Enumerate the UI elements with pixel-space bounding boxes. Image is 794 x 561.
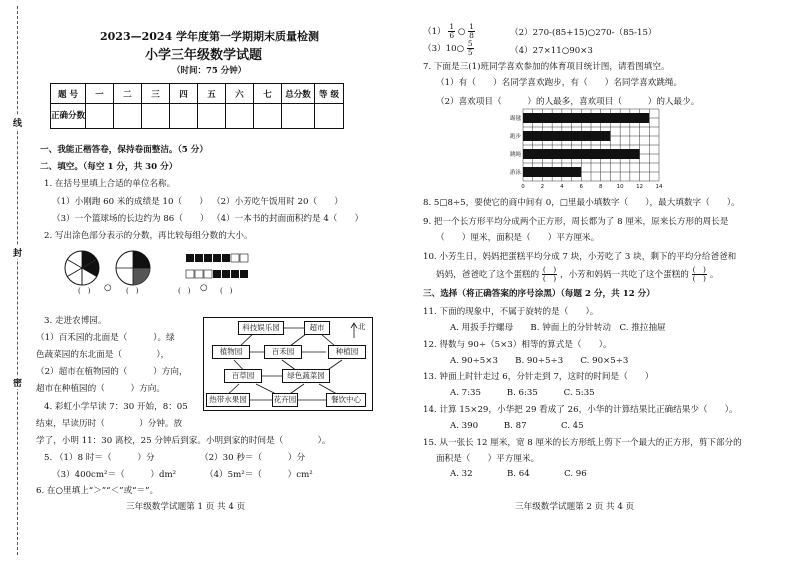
- category-label: 跑步: [509, 134, 521, 140]
- score-cell: 二: [114, 84, 142, 104]
- score-input-cell[interactable]: [282, 104, 315, 129]
- score-input-cell[interactable]: [170, 104, 198, 129]
- question-5b: （2）30 秒＝（ ）分: [200, 453, 306, 463]
- question-8: 8. 5□8÷5，要使它的商中间有 0，□里最小填数字（ ），最大填数字（ ）。: [423, 198, 740, 208]
- question-15-line2: 面积是（ ）平方厘米。: [436, 454, 540, 464]
- question-12-options: A. 90÷5×3 B. 90÷5÷3 C. 90×5÷3: [450, 356, 629, 366]
- question-3b: 色蔬菜园的东北面是（ ），: [36, 350, 170, 360]
- question-5c: （3）400cm²＝（ ）dm²: [52, 470, 177, 480]
- question-3a: （1）百禾园的北面是（ ）。绿: [36, 333, 175, 343]
- bar-1: [523, 131, 610, 141]
- question-1a: （1）小刚跑 60 米的成绩是 10（ ）: [52, 197, 208, 207]
- map-place-canyin: 餐饮中心: [326, 393, 366, 407]
- question-10-text: 。: [709, 270, 719, 280]
- binding-dashed-line: [17, 6, 18, 555]
- question-6: 6. 在○里填上“＞”“＜”或“＝”。: [36, 486, 159, 496]
- answer-blank[interactable]: ( ): [78, 287, 91, 295]
- score-cell: 七: [254, 84, 282, 104]
- question-2: 2. 写出涂色部分表示的分数，再比较每组分数的大小。: [44, 231, 253, 241]
- question-13: 13. 钟面上时针走过 6，分针走到 7，这时的时间是（ ）: [423, 372, 654, 382]
- compare-circle[interactable]: ○: [104, 283, 112, 293]
- score-cell: 三: [142, 84, 170, 104]
- score-table-value-row: [51, 104, 344, 129]
- x-tick-label: 2: [540, 184, 545, 190]
- question-14-options: A. 390 B. 87 C. 45: [450, 421, 584, 431]
- category-label: 跳绳: [509, 152, 521, 158]
- exam-time: （时间：75 分钟）: [172, 66, 247, 76]
- compare-q3: [423, 40, 474, 57]
- question-12: 12. 得数与 90÷（5×3）相等的算式是（ ）。: [423, 340, 612, 350]
- sport-bar-chart: [505, 107, 665, 193]
- question-3: 3. 走进农博园。: [44, 316, 107, 326]
- x-tick-label: 0: [521, 184, 525, 190]
- question-15-line1: 15. 从一张长 12 厘米，宽 8 厘米的长方形纸上剪下一个最大的正方形，剪下部分的: [423, 438, 742, 448]
- question-5d: （4）5m²＝（ ）cm²: [205, 470, 313, 480]
- denominator: 8: [469, 31, 474, 40]
- question-11: 11. 下面的现象中，不属于旋转的是（ ）。: [423, 307, 599, 317]
- fraction-pie-figure-2: [113, 248, 159, 288]
- category-label: 游泳: [509, 170, 521, 176]
- compare-q4: （4）27×11○90×3: [510, 46, 593, 56]
- score-table-header-row: [51, 84, 344, 104]
- compare-circle[interactable]: ○: [457, 27, 466, 37]
- binding-char-xian: 线: [11, 116, 24, 129]
- x-tick-label: 6: [579, 184, 584, 190]
- question-7b: （2）喜欢项目（ ）的人最多，喜欢项目（ ）的人最少。: [436, 97, 700, 107]
- question-7a: （1）有（ ）名同学喜欢跑步，有（ ）名同学喜欢跳绳。: [436, 78, 683, 88]
- question-10-text: ，小芳和妈妈一共吃了这个蛋糕的: [559, 270, 689, 280]
- score-input-cell[interactable]: [315, 104, 344, 129]
- question-3d: 超市在种植园的（ ）方向。: [36, 384, 165, 394]
- denominator: 5: [467, 48, 473, 57]
- question-5a: 5. （1）8 时＝（ ）分: [44, 453, 155, 463]
- score-table: [50, 83, 344, 129]
- x-tick-label: 8: [598, 184, 603, 190]
- question-1b: （2）小芳吃午饭用时 20（ ）: [212, 197, 343, 207]
- answer-blank[interactable]: ( ): [220, 287, 233, 295]
- map-place-shuiguo: 热带水果园: [206, 393, 250, 407]
- score-cell: 正确分数: [51, 104, 86, 129]
- score-input-cell[interactable]: [86, 104, 114, 129]
- map-place-shucai: 绿色蔬菜园: [282, 369, 330, 383]
- bar-2: [523, 149, 640, 159]
- section-3-heading: 三、选择（将正确答案的序号涂黑）（每题 2 分，共 12 分）: [423, 289, 655, 299]
- score-input-cell[interactable]: [226, 104, 254, 129]
- question-10-text: 妈妈，爸爸吃了这个蛋糕的: [436, 270, 540, 280]
- numerator: 1: [449, 22, 455, 31]
- fraction-blank[interactable]: $\frac{( )}{( )}$: [692, 265, 706, 283]
- x-tick-label: 4: [560, 184, 564, 190]
- binding-char-mi: 密: [11, 376, 24, 389]
- question-9-line2: （ ）厘米，面积是（ ）平方厘米。: [436, 233, 600, 243]
- question-4-line3: 学了，小明 11：30 离校，25 分钟后到家。小明到家的时间是（ ）。: [36, 436, 331, 446]
- score-cell: 四: [170, 84, 198, 104]
- score-cell: 总分数: [282, 84, 315, 104]
- score-input-cell[interactable]: [142, 104, 170, 129]
- map-place-chaoshi: 超市: [304, 321, 330, 335]
- question-3c: （2）超市在植物园的（ ）方向，: [36, 367, 188, 377]
- section-2-heading: 二、填空。（每空 1 分，共 30 分）: [40, 162, 178, 172]
- score-cell: 六: [226, 84, 254, 104]
- bar-0: [523, 113, 649, 123]
- map-place-huahui: 花卉园: [272, 393, 298, 407]
- category-label: 踢毽: [509, 116, 521, 122]
- page-footer-right: 三年级数学试题第 2 页 共 4 页: [515, 502, 635, 512]
- fraction-strip-figure-2: [185, 268, 251, 282]
- fraction-pie-figure: [62, 248, 108, 288]
- score-cell: 五: [198, 84, 226, 104]
- numerator: 1: [469, 22, 474, 31]
- answer-blank[interactable]: ( ): [126, 287, 139, 295]
- question-1d: （4）一本书的封面面积约是 4（ ）: [212, 214, 364, 224]
- north-label: 北: [358, 322, 366, 331]
- numerator: 5: [467, 39, 473, 48]
- compare-q1-label: （1）: [423, 27, 446, 37]
- map-place-baihe: 百禾园: [264, 345, 302, 359]
- x-tick-label: 10: [616, 184, 624, 190]
- answer-blank[interactable]: ( ): [178, 287, 191, 295]
- compare-circle[interactable]: ○: [200, 283, 208, 293]
- score-cell: 等 级: [315, 84, 344, 104]
- exam-title-line2: 小学三年级数学试题: [145, 48, 263, 63]
- map-place-baicao: 百草园: [224, 369, 262, 383]
- question-15-options: A. 32 B. 64 C. 96: [450, 469, 587, 479]
- fraction: [468, 23, 475, 40]
- compare-q3-label: （3）10○: [423, 44, 465, 54]
- bar-3: [523, 167, 581, 177]
- question-4-line1: 4. 彩虹小学早读 7：30 开始，8：05: [44, 402, 188, 412]
- question-10-line2: [436, 266, 718, 283]
- question-4-line2: 结束，早读历时（ ）分钟。放: [36, 419, 183, 429]
- page-footer-left: 三年级数学试题第 1 页 共 4 页: [126, 502, 246, 512]
- denominator: 6: [449, 31, 455, 40]
- fraction: [467, 40, 474, 57]
- binding-char-feng: 封: [11, 246, 24, 259]
- compare-q1: [423, 23, 475, 40]
- question-7: 7. 下面是三(1)班同学喜欢参加的体育项目统计图，请看图填空。: [423, 62, 670, 72]
- score-cell: 题 号: [51, 84, 86, 104]
- x-tick-label: 14: [655, 184, 663, 190]
- score-input-cell[interactable]: [114, 104, 142, 129]
- compare-q2: （2）270-(85+15)○270-（85-15）: [510, 28, 657, 38]
- fraction: [448, 23, 455, 40]
- x-tick-label: 12: [636, 184, 644, 190]
- question-1: 1. 在括号里填上合适的单位名称。: [44, 179, 176, 189]
- score-input-cell[interactable]: [198, 104, 226, 129]
- park-map: [203, 317, 373, 411]
- question-10-line1: 10. 小芳生日，妈妈把蛋糕平均分成 7 块，小芳吃了 3 块，剩下的平均分给爸爸和: [423, 252, 737, 262]
- map-place-zhongzhi: 种植园: [328, 345, 366, 359]
- fraction-strip-figure: [185, 252, 251, 266]
- section-1-heading: 一、我能正楷答卷，保持卷面整洁。（5 分）: [40, 145, 208, 155]
- map-place-zhiwu: 植物园: [212, 345, 250, 359]
- question-13-options: A. 7:35 B. 6:35 C. 5:35: [450, 388, 595, 398]
- question-14: 14. 计算 15×29，小华把 29 看成了 26，小华的计算结果比正确结果少（ ）。: [423, 405, 738, 415]
- question-11-options: A. 用扳手拧螺母 B. 钟面上的分针转动 C. 推拉抽屉: [450, 323, 666, 333]
- question-9-line1: 9. 把一个长方形平均分成两个正方形，周长都为了 8 厘米，原来长方形的周长是: [423, 217, 729, 227]
- score-input-cell[interactable]: [254, 104, 282, 129]
- fraction-blank[interactable]: $\frac{( )}{( )}$: [542, 265, 557, 283]
- score-cell: 一: [86, 84, 114, 104]
- exam-title-line1: 2023—2024 学年度第一学期期末质量检测: [100, 30, 320, 43]
- question-1c: （3）一个篮球场的长边约为 86（ ）: [52, 214, 209, 224]
- map-place-keji: 科技娱乐园: [238, 321, 284, 335]
- binding-margin: [0, 0, 28, 561]
